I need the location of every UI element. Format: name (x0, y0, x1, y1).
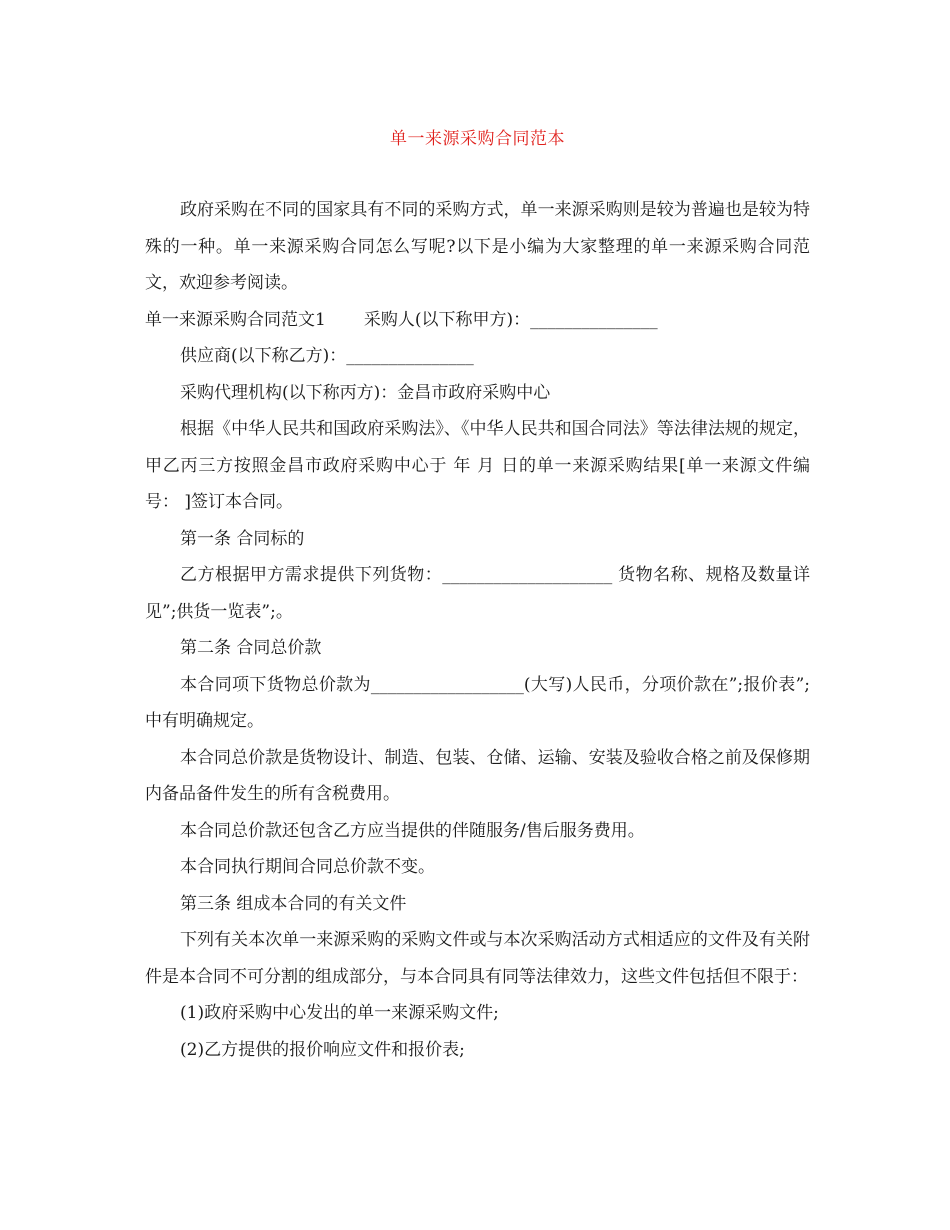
paragraph-intro: 政府采购在不同的国家具有不同的采购方式，单一来源采购则是较为普遍也是较为特殊的一种。单一来源采购合同怎么写呢?以下是小编为大家整理的单一来源采购合同范文，欢迎参考阅读。 (145, 200, 810, 293)
sample-heading: 单一来源采购合同范文1 (145, 309, 326, 330)
paragraph-heading-sample-1 (145, 302, 810, 339)
article-1-heading: 第一条 合同标的 (180, 528, 305, 549)
party-a-line: 采购人(以下称甲方)：_______________ (363, 309, 658, 330)
article-3-body: 下列有关本次单一来源采购的采购文件或与本次采购活动方式相适应的文件及有关附件是本合同不可分割的组成部分，与本合同具有同等法律效力，这些文件包括但不限于： (145, 930, 810, 987)
article-2-body-3: 本合同总价款还包含乙方应当提供的伴随服务/售后服务费用。 (180, 820, 645, 841)
list-item-2: (2)乙方提供的报价响应文件和报价表; (180, 1039, 465, 1060)
article-3-heading: 第三条 组成本合同的有关文件 (180, 893, 407, 914)
article-2-body-1: 本合同项下货物总价款为__________________(大写)人民币，分项价款在”;报价表”;中有明确规定。 (145, 674, 810, 731)
article-1-body: 乙方根据甲方需求提供下列货物：____________________ 货物名称、规格及数量详见”;供货一览表”;。 (145, 565, 810, 622)
paragraph-party-c: 采购代理机构(以下称丙方)：金昌市政府采购中心 (180, 382, 551, 403)
list-item-1: (1)政府采购中心发出的单一来源采购文件; (180, 1003, 499, 1023)
document-body (145, 192, 810, 1068)
document-title: 单一来源采购合同范本 (390, 129, 565, 149)
article-2-body-2: 本合同总价款是货物设计、制造、包装、仓储、运输、安装及验收合格之前及保修期内备品备件发生的所有含税费用。 (145, 747, 810, 804)
paragraph-basis: 根据《中华人民共和国政府采购法》、《中华人民共和国合同法》等法律法规的规定，甲乙丙三方按照金昌市政府采购中心于 年 月 日的单一来源采购结果[单一来源文件编号： ]签订本合同。 (145, 419, 810, 512)
article-2-heading: 第二条 合同总价款 (180, 638, 322, 658)
paragraph-party-b: 供应商(以下称乙方)：_______________ (180, 346, 474, 366)
article-2-body-4: 本合同执行期间合同总价款不变。 (180, 857, 435, 877)
